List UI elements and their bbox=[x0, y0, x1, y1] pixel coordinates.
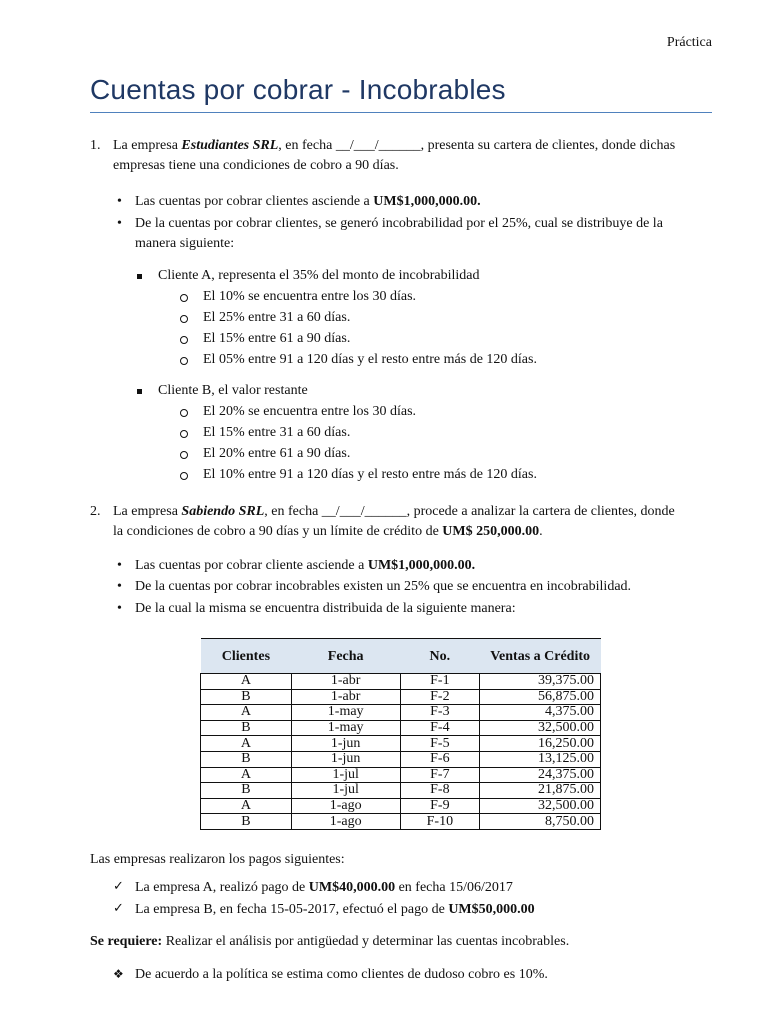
cell-ventas: 4,375.00 bbox=[480, 705, 601, 721]
item1-bullet2-line1: De la cuentas por cobrar clientes, se generó incobrabilidad por el 25%, cual se distribuye de la bbox=[135, 216, 663, 231]
cell-no: F-8 bbox=[400, 783, 480, 799]
circle-bullet-icon bbox=[180, 451, 188, 459]
item2-line2 bbox=[113, 522, 543, 542]
payment-2-text: La empresa B, en fecha 15-05-2017, efectuó el pago de bbox=[135, 902, 449, 917]
cell-fecha: 1-may bbox=[291, 720, 400, 736]
cell-no: F-2 bbox=[400, 689, 480, 705]
square-bullet-icon bbox=[137, 389, 142, 394]
header-label: Práctica bbox=[666, 35, 712, 50]
table-header-row bbox=[201, 639, 601, 674]
table-row bbox=[201, 736, 601, 752]
item1-line2: empresas tiene una condiciones de cobro a 90 días. bbox=[113, 158, 399, 173]
cell-cliente: A bbox=[201, 705, 292, 721]
cell-ventas: 8,750.00 bbox=[480, 814, 601, 830]
cell-cliente: B bbox=[201, 720, 292, 736]
circle-bullet-icon bbox=[180, 357, 188, 365]
circle-bullet-icon bbox=[180, 336, 188, 344]
cell-cliente: B bbox=[201, 783, 292, 799]
cell-no: F-6 bbox=[400, 751, 480, 767]
clienteB-label: Cliente B, el valor restante bbox=[158, 383, 308, 398]
cell-cliente: A bbox=[201, 798, 292, 814]
cell-cliente: A bbox=[201, 736, 292, 752]
payment-2 bbox=[135, 900, 535, 920]
item1-suffix: , en fecha __/___/______, presenta su cartera de clientes, donde dichas bbox=[278, 138, 676, 153]
cell-no: F-9 bbox=[400, 798, 480, 814]
item2-line2-end: . bbox=[539, 524, 543, 539]
cell-fecha: 1-ago bbox=[291, 814, 400, 830]
item2-prefix: La empresa bbox=[113, 504, 182, 519]
cell-no: F-7 bbox=[400, 767, 480, 783]
circle-bullet-icon bbox=[180, 315, 188, 323]
item1-bullet1 bbox=[135, 192, 481, 212]
item2-number: 2. bbox=[90, 504, 101, 519]
item2-bullet1-text: Las cuentas por cobrar cliente asciende a bbox=[135, 558, 368, 573]
item1-company: Estudiantes SRL bbox=[181, 138, 279, 153]
cell-no: F-5 bbox=[400, 736, 480, 752]
cell-ventas: 13,125.00 bbox=[480, 751, 601, 767]
cell-no: F-3 bbox=[400, 705, 480, 721]
cell-cliente: B bbox=[201, 814, 292, 830]
item2-bullet1-amount: UM$1,000,000.00. bbox=[367, 558, 476, 573]
item2-bullet3: De la cual la misma se encuentra distribuida de la siguiente manera: bbox=[135, 601, 516, 616]
clienteA-label: Cliente A, representa el 35% del monto de incobrabilidad bbox=[158, 268, 480, 283]
clienteB-item: El 20% se encuentra entre los 30 días. bbox=[203, 404, 417, 419]
clienteA-item: El 25% entre 31 a 60 días. bbox=[203, 310, 351, 325]
item2-company: Sabiendo SRL bbox=[181, 504, 265, 519]
table-row bbox=[201, 814, 601, 830]
requirement bbox=[90, 932, 569, 952]
cell-no: F-1 bbox=[400, 674, 480, 690]
cell-ventas: 39,375.00 bbox=[480, 674, 601, 690]
payment-1 bbox=[135, 878, 513, 898]
check-icon: ✓ bbox=[113, 901, 124, 916]
item1-bullet1-amount: UM$1,000,000.00. bbox=[373, 194, 481, 209]
table-row bbox=[201, 783, 601, 799]
table-row bbox=[201, 689, 601, 705]
cell-fecha: 1-jul bbox=[291, 783, 400, 799]
clienteA-item: El 05% entre 91 a 120 días y el resto entre más de 120 días. bbox=[203, 352, 537, 367]
cell-fecha: 1-may bbox=[291, 705, 400, 721]
bullet-icon bbox=[117, 577, 122, 597]
cell-fecha: 1-jun bbox=[291, 751, 400, 767]
page-title: Cuentas por cobrar - Incobrables bbox=[90, 74, 712, 113]
clienteB-item: El 20% entre 61 a 90 días. bbox=[203, 446, 351, 461]
cell-ventas: 16,250.00 bbox=[480, 736, 601, 752]
col-header-clientes: Clientes bbox=[201, 639, 292, 674]
cell-cliente: A bbox=[201, 674, 292, 690]
payment-1-text: La empresa A, realizó pago de bbox=[135, 880, 309, 895]
cell-fecha: 1-abr bbox=[291, 674, 400, 690]
requirement-text: Realizar el análisis por antigüedad y determinar las cuentas incobrables. bbox=[162, 934, 570, 949]
item2-line1 bbox=[113, 502, 675, 522]
cell-ventas: 21,875.00 bbox=[480, 783, 601, 799]
cell-no: F-10 bbox=[400, 814, 480, 830]
item1-line1 bbox=[113, 136, 675, 156]
circle-bullet-icon bbox=[180, 472, 188, 480]
bullet-icon bbox=[117, 214, 122, 234]
table-row bbox=[201, 767, 601, 783]
item1-bullet2-line2: manera siguiente: bbox=[135, 236, 235, 251]
cell-fecha: 1-abr bbox=[291, 689, 400, 705]
cell-ventas: 56,875.00 bbox=[480, 689, 601, 705]
cell-ventas: 32,500.00 bbox=[480, 798, 601, 814]
circle-bullet-icon bbox=[180, 430, 188, 438]
cell-ventas: 24,375.00 bbox=[480, 767, 601, 783]
payment-2-amount: UM$50,000.00 bbox=[448, 902, 535, 917]
cell-no: F-4 bbox=[400, 720, 480, 736]
table-body bbox=[201, 674, 601, 830]
cell-fecha: 1-ago bbox=[291, 798, 400, 814]
square-bullet-icon bbox=[137, 274, 142, 279]
diamond-bullet-icon: ❖ bbox=[113, 967, 124, 981]
item1-prefix: La empresa bbox=[113, 138, 182, 153]
item1-bullet1-text: Las cuentas por cobrar clientes asciende a bbox=[135, 194, 374, 209]
item2-bullet1 bbox=[135, 556, 475, 576]
item2-suffix: , en fecha __/___/______, procede a analizar la cartera de clientes, donde bbox=[264, 504, 675, 519]
cell-fecha: 1-jun bbox=[291, 736, 400, 752]
col-header-fecha: Fecha bbox=[291, 639, 400, 674]
cell-cliente: A bbox=[201, 767, 292, 783]
table-row bbox=[201, 751, 601, 767]
clienteB-item: El 15% entre 31 a 60 días. bbox=[203, 425, 351, 440]
item2-line2-text: la condiciones de cobro a 90 días y un límite de crédito de bbox=[113, 524, 443, 539]
circle-bullet-icon bbox=[180, 409, 188, 417]
item2-bullet2: De la cuentas por cobrar incobrables existen un 25% que se encuentra en incobrabilidad. bbox=[135, 579, 632, 594]
item1-number: 1. bbox=[90, 138, 101, 153]
requirement-label: Se requiere: bbox=[90, 934, 163, 949]
bullet-icon bbox=[117, 192, 122, 212]
cell-fecha: 1-jul bbox=[291, 767, 400, 783]
col-header-ventas: Ventas a Crédito bbox=[480, 639, 601, 674]
item2-credit-limit: UM$ 250,000.00 bbox=[442, 524, 540, 539]
table-row bbox=[201, 674, 601, 690]
cell-cliente: B bbox=[201, 689, 292, 705]
payment-1-amount: UM$40,000.00 bbox=[308, 880, 396, 895]
circle-bullet-icon bbox=[180, 294, 188, 302]
table-row bbox=[201, 705, 601, 721]
check-icon: ✓ bbox=[113, 879, 124, 894]
clienteA-item: El 10% se encuentra entre los 30 días. bbox=[203, 289, 417, 304]
clienteB-item: El 10% entre 91 a 120 días y el resto entre más de 120 días. bbox=[203, 467, 537, 482]
table-row bbox=[201, 720, 601, 736]
col-header-no: No. bbox=[400, 639, 480, 674]
sales-table bbox=[200, 638, 601, 830]
cell-ventas: 32,500.00 bbox=[480, 720, 601, 736]
bullet-icon bbox=[117, 599, 122, 619]
bullet-icon bbox=[117, 556, 122, 576]
table-row bbox=[201, 798, 601, 814]
payments-intro: Las empresas realizaron los pagos siguientes: bbox=[90, 852, 345, 867]
requirement-note: De acuerdo a la política se estima como clientes de dudoso cobro es 10%. bbox=[135, 967, 548, 982]
clienteA-item: El 15% entre 61 a 90 días. bbox=[203, 331, 351, 346]
payment-1-date: en fecha 15/06/2017 bbox=[395, 880, 513, 895]
cell-cliente: B bbox=[201, 751, 292, 767]
